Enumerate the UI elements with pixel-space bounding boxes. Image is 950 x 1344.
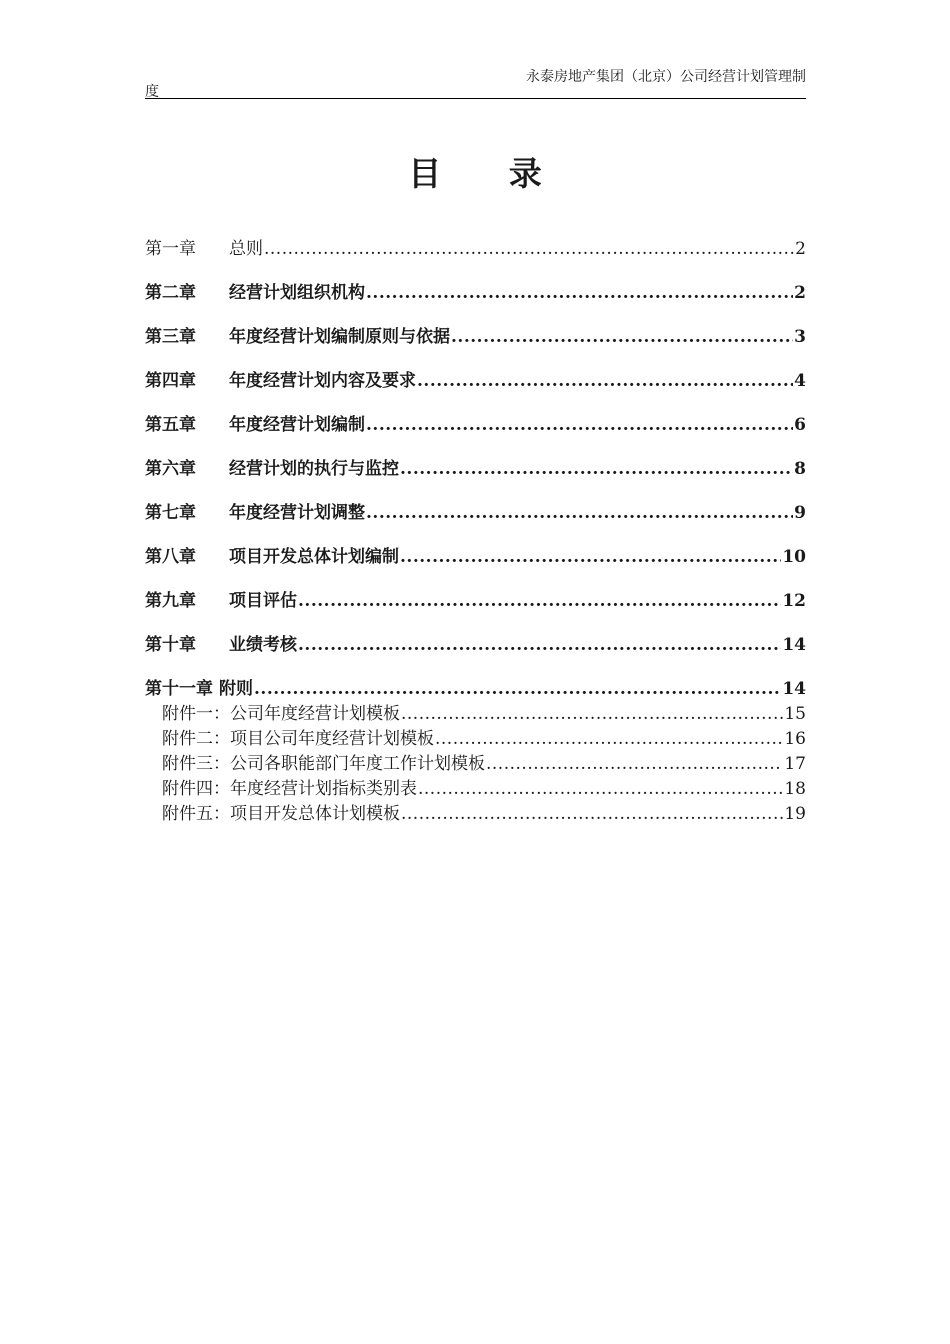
dot-leader [400,456,793,482]
chapter-number: 第十一章 [145,679,213,699]
chapter-title: 经营计划的执行与监控 [229,459,399,479]
page-number: 10 [782,547,806,567]
chapter-title: 总则 [229,239,263,259]
toc-entry-appendix-2[interactable] [145,727,806,752]
appendix-title: 附件五：项目开发总体计划模板 [162,804,400,824]
dot-leader [417,368,793,394]
page-number: 14 [782,635,806,655]
dot-leader [366,500,793,526]
dot-leader [298,588,781,614]
dot-leader [366,412,793,438]
chapter-number: 第九章 [145,591,196,611]
page-number: 12 [782,591,806,611]
header-title-continuation: 度 [145,84,159,100]
toc-entry-chapter-8[interactable] [145,544,806,588]
chapter-title: 年度经营计划编制原则与依据 [229,327,450,347]
page-number: 9 [794,503,806,523]
appendix-title: 附件四：年度经营计划指标类别表 [162,779,417,799]
appendix-title: 附件二：项目公司年度经营计划模板 [162,729,434,749]
page-number: 8 [794,459,806,479]
page-header [145,60,806,99]
page-number: 17 [784,754,806,774]
chapter-title: 年度经营计划内容及要求 [229,371,416,391]
toc-title: 目 录 [408,154,570,193]
toc-entry-chapter-1[interactable] [145,236,806,280]
dot-leader [298,632,781,658]
chapter-title: 项目评估 [229,591,297,611]
dot-leader [451,324,793,350]
dot-leader [401,802,783,827]
page-number: 6 [794,415,806,435]
appendix-title: 附件三：公司各职能部门年度工作计划模板 [162,754,485,774]
table-of-contents [145,236,806,827]
chapter-title: 附则 [219,679,253,699]
page-number: 14 [782,679,806,699]
header-title: 永泰房地产集团（北京）公司经营计划管理制 [526,69,806,85]
toc-entry-chapter-7[interactable] [145,500,806,544]
toc-entry-chapter-3[interactable] [145,324,806,368]
dot-leader [435,727,783,752]
chapter-number: 第六章 [145,459,196,479]
chapter-title: 经营计划组织机构 [229,283,365,303]
chapter-title: 年度经营计划编制 [229,415,365,435]
dot-leader [264,236,794,262]
page-number: 4 [794,371,806,391]
dot-leader [366,280,793,306]
toc-entry-chapter-6[interactable] [145,456,806,500]
toc-entry-appendix-1[interactable] [145,702,806,727]
chapter-title: 业绩考核 [229,635,297,655]
toc-entry-chapter-11[interactable] [145,676,806,702]
chapter-title: 项目开发总体计划编制 [229,547,399,567]
toc-entry-chapter-4[interactable] [145,368,806,412]
chapter-number: 第一章 [145,239,196,259]
dot-leader [418,777,783,802]
toc-entry-appendix-5[interactable] [145,802,806,827]
chapter-number: 第三章 [145,327,196,347]
chapter-number: 第二章 [145,283,196,303]
page-number: 16 [784,729,806,749]
chapter-number: 第十章 [145,635,196,655]
dot-leader [400,544,781,570]
page-number: 19 [784,804,806,824]
toc-entry-appendix-4[interactable] [145,777,806,802]
appendix-title: 附件一：公司年度经营计划模板 [162,704,400,724]
toc-entry-chapter-9[interactable] [145,588,806,632]
page-number: 3 [794,327,806,347]
chapter-number: 第八章 [145,547,196,567]
page-number: 2 [795,239,806,259]
chapter-number: 第五章 [145,415,196,435]
toc-entry-chapter-5[interactable] [145,412,806,456]
toc-entry-appendix-3[interactable] [145,752,806,777]
dot-leader [486,752,783,777]
toc-entry-chapter-2[interactable] [145,280,806,324]
toc-entry-chapter-10[interactable] [145,632,806,676]
chapter-number: 第四章 [145,371,196,391]
page-number: 15 [784,704,806,724]
page-number: 2 [794,283,806,303]
chapter-number: 第七章 [145,503,196,523]
chapter-title: 年度经营计划调整 [229,503,365,523]
dot-leader [401,702,783,727]
dot-leader [254,676,781,702]
page-number: 18 [784,779,806,799]
